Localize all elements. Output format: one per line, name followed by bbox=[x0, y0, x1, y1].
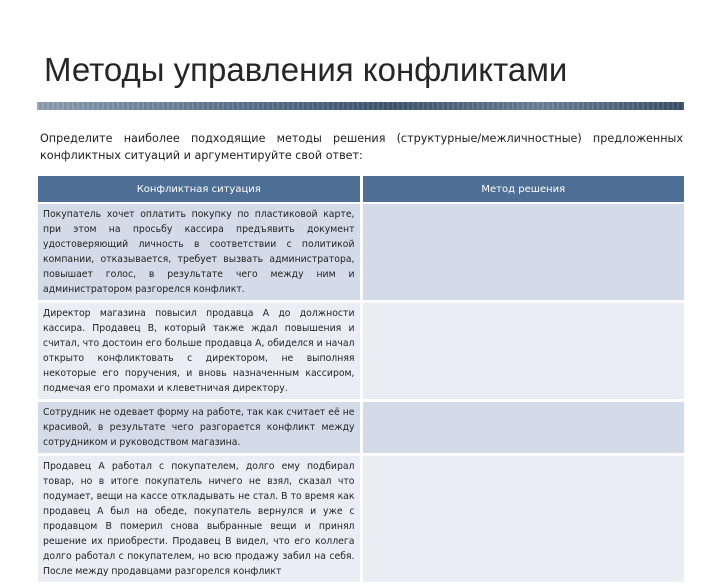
title-decorative-band bbox=[37, 102, 684, 110]
situation-cell: Директор магазина повысил продавца А до должности кассира. Продавец В, который также ждал повышения и считал, что достоин его больше продавца А, обиделся и начал открыто конфликтовать с директором, не выполняя некоторые его поручения, и вновь назначенным кассиром, подмечая его промахи и клеветничая директору. bbox=[38, 302, 361, 401]
situation-cell: Покупатель хочет оплатить покупку по пластиковой карте, при этом на просьбу кассира предъявить документ удостоверяющий личность в соответствии с политикой компании, отказывается, требует вызвать администратора, повышает голос, в результате чего между ним и администратором разгорелся конфликт. bbox=[38, 203, 361, 302]
header-method: Метод решения bbox=[361, 176, 684, 203]
conflict-table bbox=[38, 176, 684, 585]
table-header-row bbox=[38, 176, 684, 203]
method-cell[interactable] bbox=[361, 401, 684, 455]
slide-title: Методы управления конфликтами bbox=[44, 51, 568, 88]
method-cell[interactable] bbox=[361, 203, 684, 302]
table-row bbox=[38, 455, 684, 584]
table-row bbox=[38, 203, 684, 302]
header-situation: Конфликтная ситуация bbox=[38, 176, 361, 203]
method-cell[interactable] bbox=[361, 455, 684, 584]
table-row bbox=[38, 302, 684, 401]
table-row bbox=[38, 401, 684, 455]
instruction-text: Определите наиболее подходящие методы решения (структурные/межличностные) предложенных конфликтных ситуаций и аргументируйте свой ответ: bbox=[40, 132, 683, 162]
method-cell[interactable] bbox=[361, 302, 684, 401]
situation-cell: Сотрудник не одевает форму на работе, так как считает её не красивой, в результате чего разгорается конфликт между сотрудником и руководством магазина. bbox=[38, 401, 361, 455]
situation-cell: Продавец А работал с покупателем, долго ему подбирал товар, но в итоге покупатель ничего не взял, сказал что подумает, вещи на кассе откладывать не стал. В то время как продавец А был на обеде, покупатель вернулся и уже с продавцом В померил снова выбранные вещи и принял решение их приобрести. Продавец В видел, что его коллега долго работал с покупателем, но всю продажу забил на себя. После между продавцами разгорелся конфликт bbox=[38, 455, 361, 584]
